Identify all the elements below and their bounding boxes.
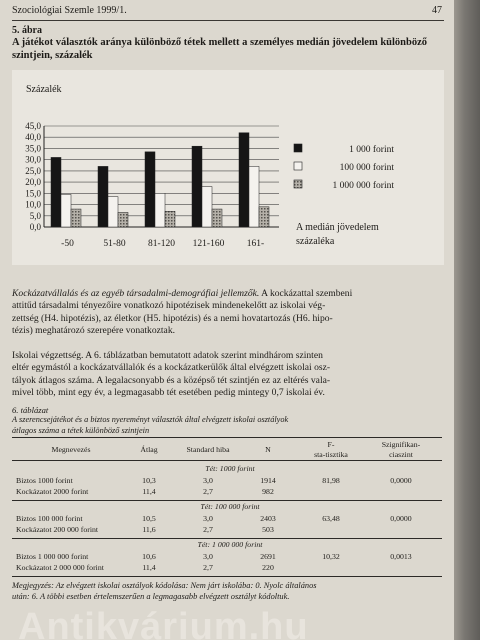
- table-cell-2-1-2: 2,7: [203, 563, 213, 572]
- y-tick-label-2: 10,0: [25, 199, 41, 210]
- x-tick-label-0: -50: [61, 239, 74, 249]
- page-edge: [454, 0, 480, 640]
- table-cell-1-1-1: 11,6: [142, 525, 156, 534]
- figure-box: [12, 70, 444, 265]
- table-title-line-1: átlagos száma a tétek különböző szintjein: [12, 425, 150, 435]
- table-header-5-part0: Szignifikan-: [381, 440, 421, 449]
- bar-2-0: [71, 209, 81, 227]
- table-header-1: Átlag: [140, 445, 158, 454]
- y-tick-label-0: 0,0: [29, 222, 41, 232]
- paragraph-risk-factors: [12, 288, 444, 337]
- journal-title: Szociológiai Szemle 1999/1.: [12, 5, 127, 16]
- table-cell-0-1-1: 11,4: [142, 487, 156, 496]
- table-cell-0-1-0: Kockázatot 2000 forint: [16, 487, 89, 496]
- watermark-text: Antikvárium.hu: [18, 606, 309, 640]
- bar-0-3: [192, 146, 202, 227]
- table-cell-1-0-4: 63,48: [322, 514, 340, 523]
- table-cell-2-0-5: 0,0013: [390, 552, 412, 561]
- table-cell-0-0-2: 3,0: [203, 476, 213, 485]
- note-line-1: után: 6. A többi esetben értelemszerűen a legmagasabb elvégzett osztályt kódoltuk.: [12, 592, 290, 601]
- table-cell-2-0-4: 10,32: [322, 552, 340, 561]
- y-axis-label: Százalék: [26, 84, 62, 95]
- bar-0-1: [98, 166, 108, 227]
- para1-line-0: A kockázattal szembeni: [261, 288, 353, 299]
- y-tick-label-6: 30,0: [25, 154, 41, 165]
- legend-label-0: 1 000 forint: [349, 145, 394, 155]
- table-header-5-part1: ciaszint: [389, 450, 413, 459]
- y-tick-label-1: 5,0: [29, 210, 41, 221]
- legend-swatch-1: [294, 162, 302, 170]
- legend-swatch-2: [294, 180, 302, 188]
- table-cell-1-1-3: 503: [262, 525, 274, 534]
- table-cell-1-1-0: Kockázatot 200 000 forint: [16, 525, 99, 534]
- table-cell-2-1-1: 11,4: [142, 563, 156, 572]
- header-rule: [12, 20, 444, 21]
- table-cell-0-0-5: 0,0000: [390, 476, 412, 485]
- table-header-2: Standard hiba: [186, 445, 230, 454]
- table-cell-2-1-3: 220: [262, 563, 274, 572]
- table-title: [12, 415, 412, 436]
- table-header-4-part1: sta-tisztika: [314, 450, 348, 459]
- table-cell-0-0-0: Biztos 1000 forint: [16, 476, 73, 485]
- para2-line-3: mivel több, mint egy év, a legmagasabb tét esetében pedig mintegy 0,7 iskolai év.: [12, 386, 325, 398]
- paragraph-education: [12, 350, 444, 399]
- y-tick-label-9: 45,0: [25, 121, 41, 131]
- bar-0-4: [239, 133, 249, 227]
- bar-chart: [12, 70, 444, 265]
- table-number: 6. táblázat: [12, 405, 49, 415]
- bar-2-1: [118, 212, 128, 227]
- page-number: 47: [432, 5, 442, 16]
- table-header-rule: [12, 460, 442, 461]
- para1-line-3: tézis) meghatározó szerepére vonatkoztak.: [12, 324, 176, 336]
- table-header-4-part0: F-: [327, 440, 335, 449]
- table-top-rule: [12, 437, 442, 438]
- bar-2-3: [212, 209, 222, 227]
- legend-label-2: 1 000 000 forint: [332, 181, 394, 191]
- table-cell-0-0-1: 10,3: [142, 476, 156, 485]
- table-cell-2-0-2: 3,0: [203, 552, 213, 561]
- table-cell-1-0-3: 2403: [260, 514, 276, 523]
- x-tick-label-2: 81-120: [148, 239, 175, 249]
- para1-lead: Kockázatvállalás és az egyéb társadalmi-demográfiai jellemzők.: [12, 288, 260, 299]
- bar-0-0: [51, 157, 61, 227]
- table-cell-0-1-3: 982: [262, 487, 274, 496]
- para2-line-2: tályok átlagos száma. A legalacsonyabb és a középső tét szintjén ez az eltérés vala-: [12, 374, 331, 386]
- table-cell-2-1-0: Kockázatot 2 000 000 forint: [16, 563, 104, 572]
- y-tick-label-8: 40,0: [25, 132, 41, 143]
- para2-line-1: eltér egymástól a kockázatvállalók és a kockázatkerülők által elvégzett iskolai osz-: [12, 362, 331, 374]
- table-header-0: Megnevezés: [51, 445, 91, 454]
- x-tick-label-1: 51-80: [103, 239, 126, 249]
- x-tick-label-3: 121-160: [192, 239, 225, 249]
- table-group-rule-1: [12, 538, 442, 539]
- bar-1-2: [155, 193, 165, 227]
- table-group-rule-2: [12, 576, 442, 577]
- table-cell-0-0-4: 81,98: [322, 476, 340, 485]
- x-tick-label-4: 161-: [246, 239, 265, 249]
- para1-line-1: attitűd társadalmi tényezőire vonatkozó hipotézisek mindenekelőtt az iskolai vég-: [12, 300, 326, 312]
- bar-1-1: [108, 197, 118, 227]
- y-tick-label-3: 15,0: [25, 188, 41, 199]
- note-line-0: Megjegyzés: Az elvégzett iskolai osztályok kódolása: Nem járt iskolába: 0. Nyolc általános: [12, 581, 317, 590]
- data-table: [12, 437, 442, 589]
- bar-1-3: [202, 187, 212, 227]
- y-tick-label-7: 35,0: [25, 143, 41, 154]
- table-cell-1-1-2: 2,7: [203, 525, 213, 534]
- table-cell-2-0-0: Biztos 1 000 000 forint: [16, 552, 89, 561]
- para2-line-0: Iskolai végzettség. A 6. táblázatban bemutatott adatok szerint mindhárom szinten: [12, 350, 323, 361]
- x-axis-label-line-2: százaléka: [296, 236, 335, 247]
- bar-2-2: [165, 211, 175, 227]
- table-cell-0-1-2: 2,7: [203, 487, 213, 496]
- table-cell-2-0-3: 2691: [260, 552, 276, 561]
- table-cell-1-0-1: 10,5: [142, 514, 156, 523]
- legend-swatch-0: [294, 144, 302, 152]
- figure-title: A játékot választók aránya különböző tétek mellett a személyes medián jövedelem különböző szintjein, százalék: [12, 37, 428, 61]
- table-group-label-2: Tét: 1 000 000 forint: [197, 540, 263, 549]
- y-tick-label-4: 20,0: [25, 177, 41, 188]
- bar-1-4: [249, 166, 259, 227]
- table-group-label-1: Tét: 100 000 forint: [200, 502, 260, 511]
- bar-2-4: [259, 207, 269, 227]
- figure-number: 5. ábra: [12, 25, 42, 36]
- table-note: [12, 580, 444, 602]
- table-cell-1-0-2: 3,0: [203, 514, 213, 523]
- running-header: [12, 5, 442, 19]
- bar-0-2: [145, 152, 155, 227]
- table-group-label-0: Tét: 1000 forint: [205, 464, 255, 473]
- table-cell-1-0-5: 0,0000: [390, 514, 412, 523]
- legend-label-1: 100 000 forint: [339, 163, 394, 173]
- para1-line-2: zettség (H4. hipotézis), az életkor (H5. hipotézis) és a nemi hovatartozás (H6. hipo-: [12, 312, 333, 324]
- table-cell-2-0-1: 10,6: [142, 552, 156, 561]
- table-cell-0-0-3: 1914: [260, 476, 276, 485]
- x-axis-label-line-1: A medián jövedelem: [296, 222, 379, 233]
- y-tick-label-5: 25,0: [25, 165, 41, 176]
- bar-1-0: [61, 194, 71, 227]
- table-title-line-0: A szerencsejátékot és a biztos nyereményt választók által elvégzett iskolai osztályok: [12, 415, 289, 424]
- table-group-rule-0: [12, 500, 442, 501]
- table-cell-1-0-0: Biztos 100 000 forint: [16, 514, 83, 523]
- table-header-3: N: [265, 445, 271, 454]
